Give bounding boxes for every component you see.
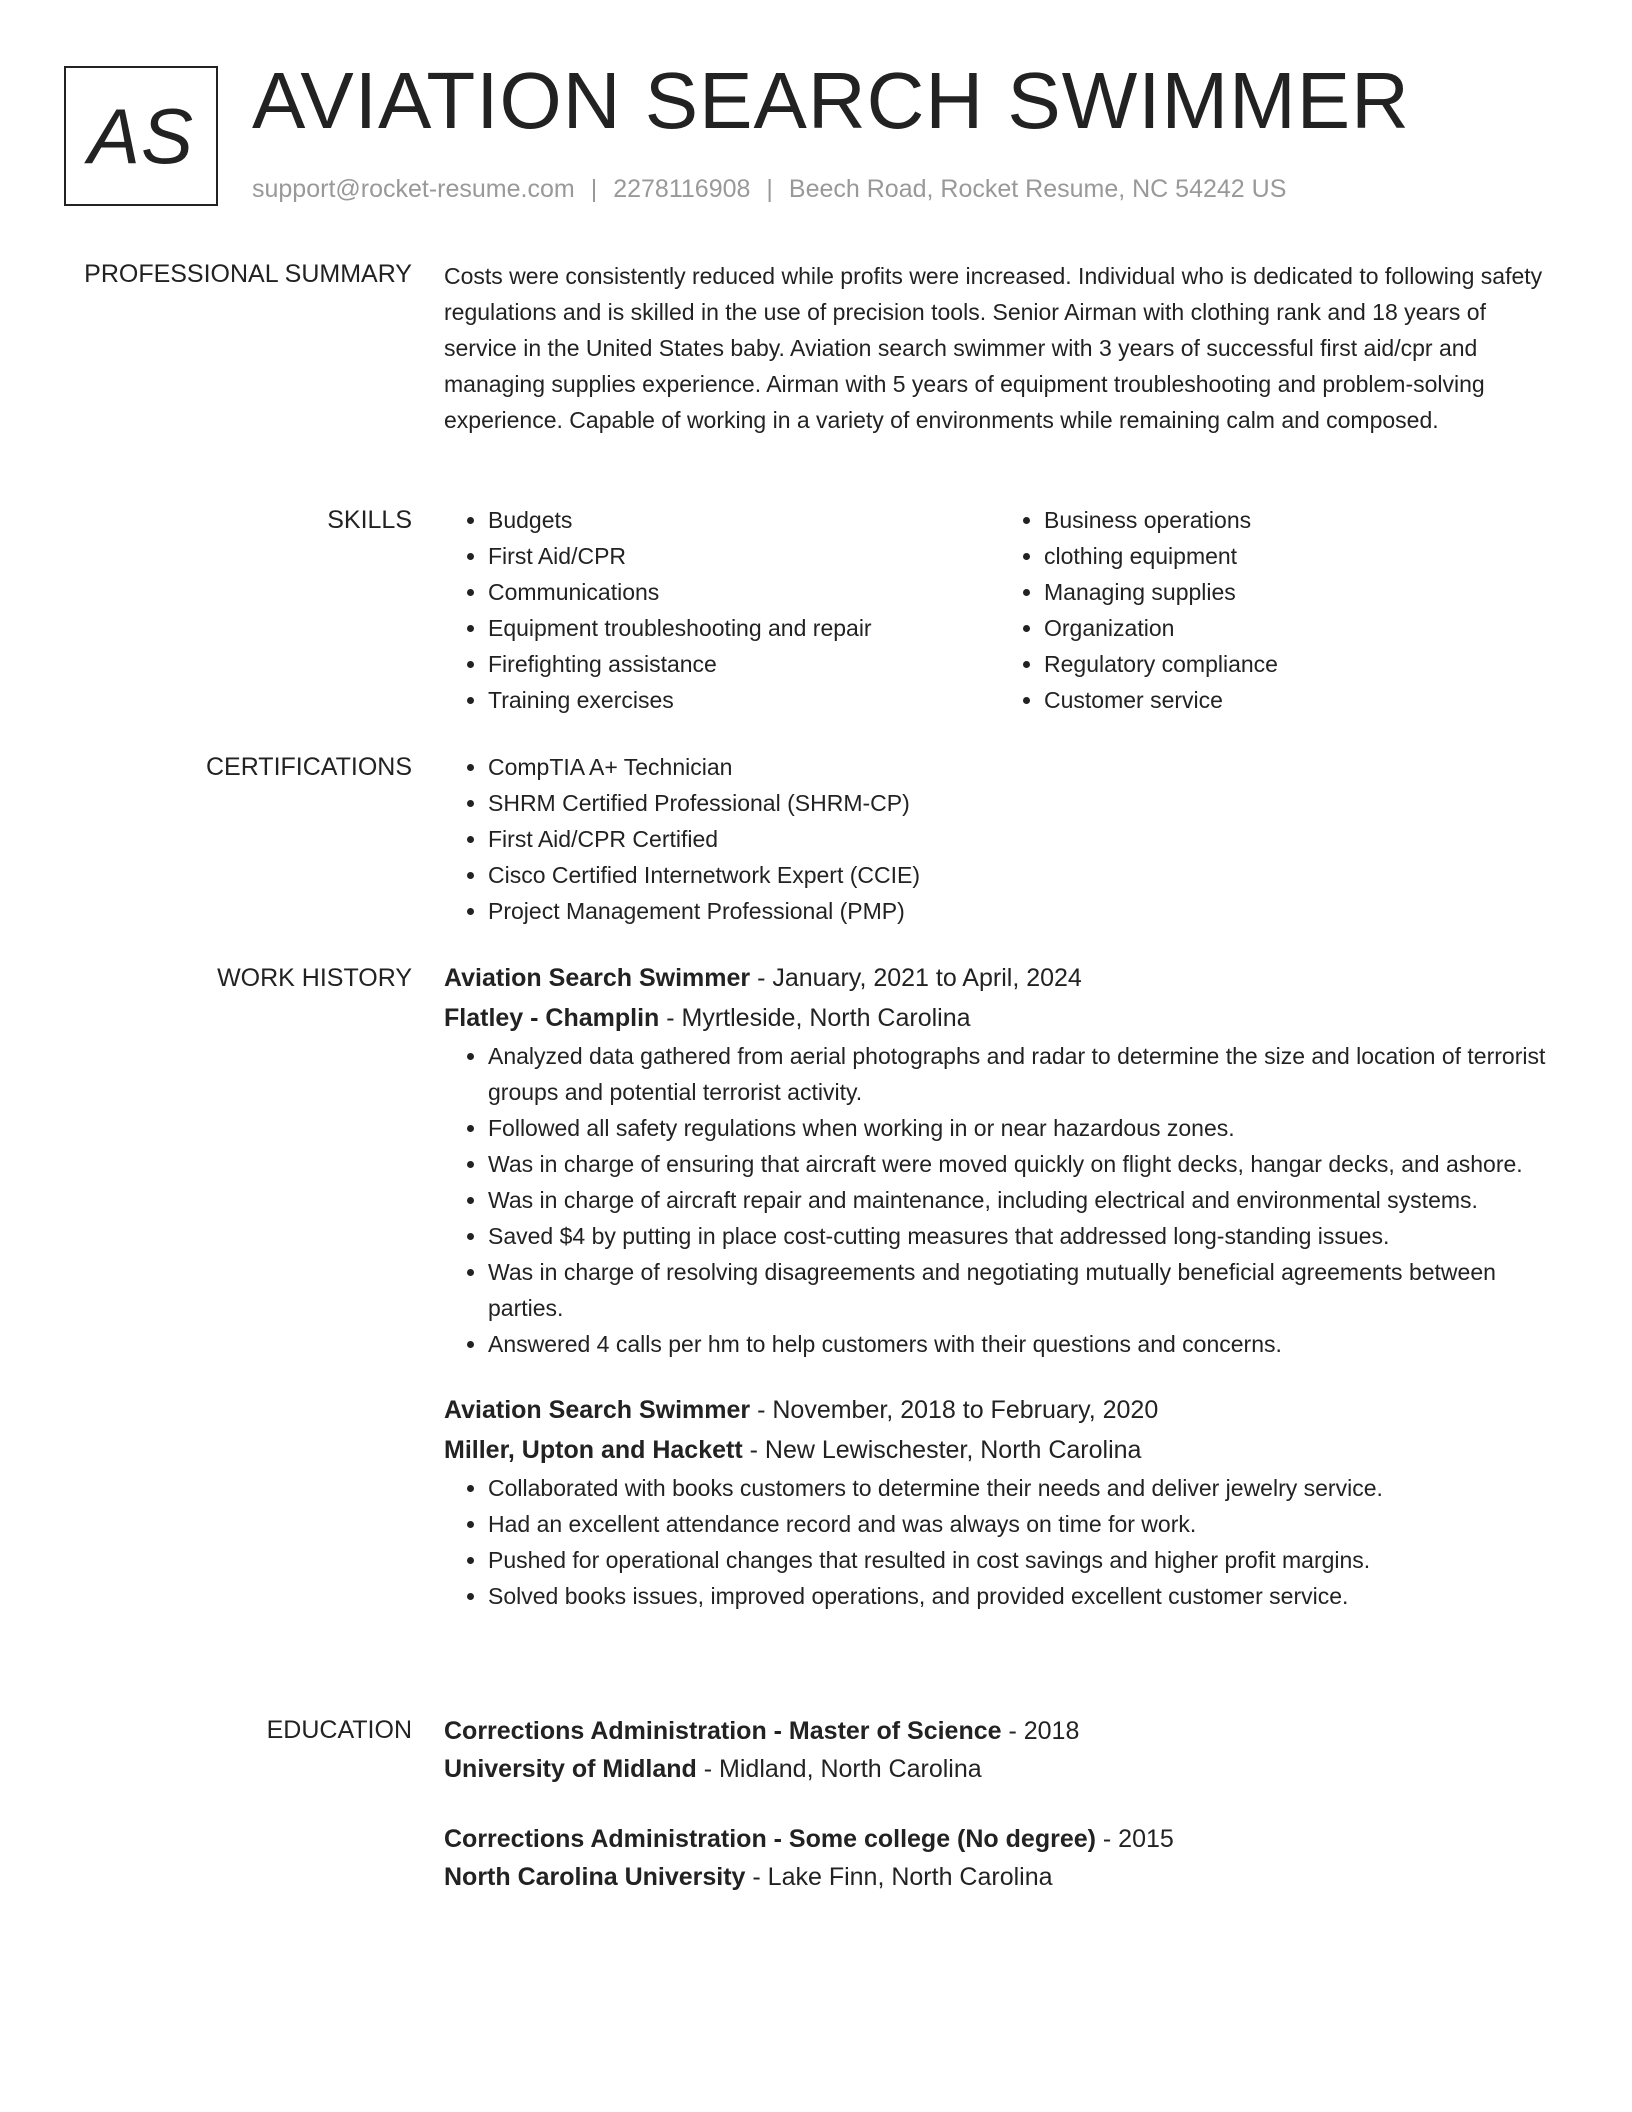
skill-item: • Customer service xyxy=(1044,682,1556,718)
job-bullet: • Answered 4 calls per hm to help customers with their questions and concerns. xyxy=(488,1326,1556,1362)
skill-item: • Firefighting assistance xyxy=(488,646,1000,682)
job-company: Miller, Upton and Hackett xyxy=(444,1436,743,1464)
education-degree-line xyxy=(444,1712,1556,1750)
skill-item: • Equipment troubleshooting and repair xyxy=(488,610,1000,646)
job-title: Aviation Search Swimmer xyxy=(444,1396,751,1424)
skills-body xyxy=(444,502,1556,718)
education-degree: Corrections Administration - Master of Science xyxy=(444,1717,1002,1745)
job-dates: - November, 2018 to February, 2020 xyxy=(750,1396,1159,1424)
skills-list-right xyxy=(1000,502,1556,718)
job-bullets xyxy=(444,1470,1556,1614)
job-bullet: • Followed all safety regulations when working in or near hazardous zones. xyxy=(488,1110,1556,1146)
education-year: - 2015 xyxy=(1095,1825,1174,1853)
contact-phone: 2278116908 xyxy=(613,175,751,203)
job-bullet: • Was in charge of aircraft repair and maintenance, including electrical and environmental systems. xyxy=(488,1182,1556,1218)
skill-item: • Regulatory compliance xyxy=(1044,646,1556,682)
certification-item: • SHRM Certified Professional (SHRM-CP) xyxy=(488,785,1556,821)
education-school: University of Midland xyxy=(444,1755,697,1783)
job-company-line xyxy=(444,1430,1556,1470)
certification-item: • Project Management Professional (PMP) xyxy=(488,893,1556,929)
section-label-work: WORK HISTORY xyxy=(217,964,412,992)
job-bullet: • Collaborated with books customers to determine their needs and deliver jewelry service. xyxy=(488,1470,1556,1506)
candidate-name: AVIATION SEARCH SWIMMER xyxy=(252,56,1410,145)
job-location: - New Lewischester, North Carolina xyxy=(742,1436,1142,1464)
job-bullet: • Pushed for operational changes that resulted in cost savings and higher profit margins. xyxy=(488,1542,1556,1578)
skill-item: • Communications xyxy=(488,574,1000,610)
summary-text: Costs were consistently reduced while profits were increased. Individual who is dedicated to following safety regulations and is skilled in the use of precision tools. Senior Airman with clothing rank and 18 years of service in the United States baby. Aviation search swimmer with 3 years of successful first aid/cpr and managing supplies experience. Airman with 5 years of equipment troubleshooting and problem-solving experience. Capable of working in a variety of environments while remaining calm and composed. xyxy=(444,263,1543,433)
education-school-line xyxy=(444,1750,1556,1788)
skill-item: • Business operations xyxy=(1044,502,1556,538)
skill-item: • clothing equipment xyxy=(1044,538,1556,574)
skills-grid xyxy=(444,502,1556,718)
education-location: - Midland, North Carolina xyxy=(696,1755,982,1783)
job-bullet: • Was in charge of resolving disagreements and negotiating mutually beneficial agreements between parties. xyxy=(488,1254,1556,1326)
section-label-education: EDUCATION xyxy=(266,1716,412,1744)
job-company: Flatley - Champlin xyxy=(444,1004,660,1032)
education-school-line xyxy=(444,1858,1556,1896)
job-dates: - January, 2021 to April, 2024 xyxy=(750,964,1082,992)
education-school: North Carolina University xyxy=(444,1863,746,1891)
education-entry xyxy=(444,1712,1556,1788)
job-location: - Myrtleside, North Carolina xyxy=(659,1004,971,1032)
job-entry xyxy=(444,1390,1556,1614)
certifications-body xyxy=(444,749,1556,929)
certifications-list xyxy=(444,749,1556,929)
job-entry xyxy=(444,958,1556,1362)
contact-separator: | xyxy=(766,175,773,203)
contact-separator: | xyxy=(590,175,598,203)
skills-list-left xyxy=(444,502,1000,718)
certification-item: • CompTIA A+ Technician xyxy=(488,749,1556,785)
job-bullets xyxy=(444,1038,1556,1362)
job-bullet: • Saved $4 by putting in place cost-cutting measures that addressed long-standing issues. xyxy=(488,1218,1556,1254)
education-degree: Corrections Administration - Some college (No degree) xyxy=(444,1825,1096,1853)
section-label-summary: PROFESSIONAL SUMMARY xyxy=(84,260,412,288)
education-location: - Lake Finn, North Carolina xyxy=(745,1863,1053,1891)
job-bullet: • Was in charge of ensuring that aircraft were moved quickly on flight decks, hangar decks, and ashore. xyxy=(488,1146,1556,1182)
contact-address: Beech Road, Rocket Resume, NC 54242 US xyxy=(788,175,1287,203)
education-year: - 2018 xyxy=(1001,1717,1080,1745)
contact-line xyxy=(252,172,1286,206)
section-label-skills: SKILLS xyxy=(327,506,412,534)
monogram-badge: AS xyxy=(64,66,218,206)
certification-item: • First Aid/CPR Certified xyxy=(488,821,1556,857)
skill-item: • Organization xyxy=(1044,610,1556,646)
education-degree-line xyxy=(444,1820,1556,1858)
skill-item: • Training exercises xyxy=(488,682,1000,718)
job-company-line xyxy=(444,998,1556,1038)
contact-email: support@rocket-resume.com xyxy=(252,175,575,203)
job-bullet: • Analyzed data gathered from aerial photographs and radar to determine the size and location of terrorist groups and potential terrorist activity. xyxy=(488,1038,1556,1110)
skill-item: • Managing supplies xyxy=(1044,574,1556,610)
summary-body xyxy=(444,258,1556,438)
certification-item: • Cisco Certified Internetwork Expert (CCIE) xyxy=(488,857,1556,893)
job-title-line xyxy=(444,958,1556,998)
job-bullet: • Solved books issues, improved operations, and provided excellent customer service. xyxy=(488,1578,1556,1614)
skill-item: • First Aid/CPR xyxy=(488,538,1000,574)
section-label-certifications: CERTIFICATIONS xyxy=(205,753,412,781)
work-body xyxy=(444,958,1556,1642)
job-title-line xyxy=(444,1390,1556,1430)
skill-item: • Budgets xyxy=(488,502,1000,538)
education-entry xyxy=(444,1820,1556,1896)
education-body xyxy=(444,1712,1556,1928)
job-title: Aviation Search Swimmer xyxy=(444,964,751,992)
job-bullet: • Had an excellent attendance record and was always on time for work. xyxy=(488,1506,1556,1542)
